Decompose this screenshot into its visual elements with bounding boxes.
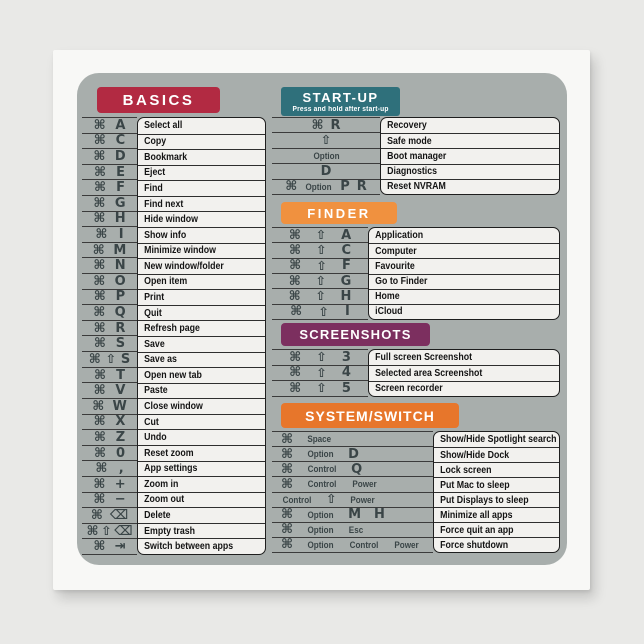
shortcut-keys — [82, 273, 137, 289]
shortcut-description-text: Safe mode — [387, 135, 432, 147]
shortcut-keys — [272, 522, 433, 537]
shortcut-keys — [272, 227, 368, 242]
shortcut-table-finder — [272, 227, 560, 320]
command-key-icon: ⌘ — [93, 429, 106, 445]
key-d: D — [348, 446, 359, 462]
shortcut-description-text: Zoom out — [144, 494, 185, 506]
key-option: Option — [307, 509, 334, 520]
shortcut-keys — [82, 414, 137, 430]
shortcut-description-text: Hide window — [144, 214, 198, 226]
key-o: O — [114, 273, 126, 289]
shortcut-description — [138, 429, 265, 445]
key-d: D — [320, 163, 332, 179]
shortcut-description — [138, 383, 265, 399]
shortcut-description — [138, 367, 265, 383]
comma-key: , — [118, 461, 124, 477]
command-key-icon: ⌘ — [94, 180, 107, 196]
key-g: G — [114, 195, 126, 211]
shortcut-keys — [82, 195, 137, 211]
shortcut-description-text: Go to Finder — [375, 276, 428, 288]
command-key-icon: ⌘ — [93, 117, 106, 133]
shortcut-keys — [272, 148, 380, 163]
key-f: F — [116, 180, 125, 196]
delete-key-icon: ⌫ — [109, 507, 129, 523]
section-header-startup — [281, 87, 400, 116]
keys-column — [272, 227, 368, 320]
shortcut-keys — [272, 273, 368, 288]
command-key-icon: ⌘ — [281, 476, 294, 492]
keys-column — [82, 117, 137, 555]
shortcut-keys — [82, 320, 137, 336]
command-key-icon: ⌘ — [94, 164, 107, 180]
shortcut-description-text: Put Displays to sleep — [440, 494, 529, 506]
keys-column — [272, 349, 368, 397]
section-title: SYSTEM/SWITCH — [305, 407, 435, 424]
shift-key-icon: ⇧ — [315, 272, 326, 288]
shortcut-description-text: Minimize all apps — [440, 509, 513, 521]
shortcut-description-text: Eject — [144, 167, 166, 179]
shortcut-description — [369, 381, 559, 396]
shortcut-keys — [272, 258, 368, 273]
command-key-icon: ⌘ — [289, 365, 302, 381]
command-key-icon: ⌘ — [93, 492, 106, 508]
shortcut-description — [369, 243, 559, 258]
shortcut-table-basics — [82, 117, 266, 555]
key-s: S — [115, 336, 126, 352]
shortcut-keys — [272, 365, 368, 381]
shortcut-keys — [272, 349, 368, 365]
shortcut-description-text: Zoom in — [144, 478, 179, 490]
shortcut-description — [138, 523, 265, 539]
command-key-icon: ⌘ — [93, 195, 106, 211]
shortcut-description-text: Minimize window — [144, 245, 217, 257]
shortcut-description — [138, 134, 265, 150]
shortcut-keys — [82, 523, 137, 539]
shortcut-description-text: App settings — [144, 463, 198, 475]
key-5: 5 — [341, 381, 351, 397]
command-key-icon: ⌘ — [93, 476, 106, 492]
shortcut-description-text: Open new tab — [144, 369, 202, 381]
command-key-icon: ⌘ — [93, 305, 106, 321]
section-title: BASICS — [122, 91, 195, 109]
shortcut-description-text: Show/Hide Dock — [440, 449, 510, 461]
command-key-icon: ⌘ — [288, 227, 301, 243]
shortcut-keys — [82, 335, 137, 351]
shortcut-description-text: Reset zoom — [144, 447, 194, 459]
key-q: Q — [114, 305, 126, 321]
shortcut-description-text: Switch between apps — [144, 541, 234, 553]
key-m: M — [348, 507, 361, 523]
shortcut-description-text: Select all — [144, 120, 183, 132]
command-key-icon: ⌘ — [288, 242, 302, 258]
shortcut-description — [138, 149, 265, 165]
shortcut-description — [138, 118, 265, 134]
shortcut-description — [434, 447, 560, 462]
command-key-icon: ⌘ — [281, 461, 294, 477]
shortcut-keys — [82, 226, 137, 242]
shortcut-keys — [82, 148, 137, 164]
shortcut-description-text: Favourite — [375, 260, 415, 272]
shift-key-icon: ⇧ — [318, 303, 329, 319]
shortcut-description-text: Open item — [144, 276, 188, 288]
command-key-icon: ⌘ — [93, 445, 107, 461]
shortcut-description — [138, 274, 265, 290]
key-control: Control — [307, 479, 337, 490]
command-key-icon: ⌘ — [93, 383, 106, 399]
command-key-icon: ⌘ — [289, 349, 302, 365]
shortcut-keys — [82, 164, 137, 180]
shortcut-description — [434, 537, 560, 552]
shortcut-keys — [82, 507, 137, 523]
shortcut-description — [138, 243, 265, 259]
command-key-icon: ⌘ — [289, 381, 302, 397]
shift-key-icon: ⇧ — [316, 349, 327, 365]
shortcut-description-text: Put Mac to sleep — [440, 479, 510, 491]
shortcut-description-text: Undo — [144, 432, 167, 444]
key-space: Space — [307, 434, 332, 445]
command-key-icon: ⌘ — [288, 273, 301, 289]
shortcut-keys — [82, 538, 137, 554]
section-header-finder — [281, 202, 397, 224]
shortcut-description — [381, 133, 559, 148]
command-key-icon: ⌘ — [281, 431, 294, 447]
key-d: D — [114, 149, 126, 164]
key-r: R — [330, 117, 341, 133]
key-v: V — [115, 383, 126, 399]
keys-column — [272, 117, 380, 195]
shortcut-keys — [272, 431, 433, 446]
shortcut-description-text: Close window — [144, 401, 203, 413]
command-key-icon: ⌘ — [92, 242, 105, 258]
shortcut-keys — [272, 288, 368, 303]
key-p: P — [340, 179, 350, 195]
key-t: T — [116, 367, 125, 383]
key-option: Option — [307, 524, 334, 535]
shortcut-description — [138, 258, 265, 274]
key-w: W — [112, 398, 127, 414]
shortcut-keys — [82, 117, 137, 133]
section-header-system-switch — [281, 403, 459, 428]
shift-key-icon: ⇧ — [316, 364, 327, 380]
shortcut-keys — [272, 117, 380, 132]
key-h: H — [340, 288, 352, 304]
shortcut-keys — [82, 179, 137, 195]
shortcut-description — [434, 477, 560, 492]
shortcut-description — [138, 414, 265, 430]
descriptions-box — [368, 227, 560, 320]
shortcut-description-text: Show/Hide Spotlight search — [440, 434, 557, 445]
shortcut-keys — [82, 133, 137, 149]
shortcut-keys — [272, 163, 380, 178]
shortcut-keys — [272, 446, 433, 461]
key-i: I — [118, 227, 124, 243]
shortcut-table-startup — [272, 117, 560, 195]
key-power: Power — [394, 539, 419, 550]
shortcut-description — [369, 350, 559, 365]
key-a: A — [115, 117, 126, 133]
command-key-icon: ⌘ — [311, 117, 324, 133]
shortcut-keys — [272, 461, 433, 476]
key-c: C — [115, 133, 126, 149]
shortcut-description — [138, 352, 265, 368]
shortcut-keys — [272, 179, 380, 194]
shortcut-description-text: New window/folder — [144, 260, 224, 272]
shortcut-description — [138, 211, 265, 227]
shortcut-description-text: Screen recorder — [375, 383, 443, 395]
shortcut-description-text: Diagnostics — [387, 166, 438, 178]
shortcut-description-text: Empty trash — [144, 525, 196, 537]
shortcut-description — [138, 336, 265, 352]
shortcut-keys — [272, 492, 433, 507]
shortcut-description — [138, 289, 265, 305]
shortcut-description-text: Save as — [144, 354, 177, 366]
key-s: S — [120, 351, 131, 367]
shortcut-keys — [82, 304, 137, 320]
command-key-icon: ⌘ — [93, 289, 106, 305]
key-option: Option — [312, 150, 340, 161]
shortcut-keys — [272, 132, 380, 147]
key-option: Option — [305, 181, 332, 192]
key-i: I — [344, 304, 350, 320]
shortcut-description — [138, 461, 265, 477]
key-z: Z — [115, 429, 126, 445]
command-key-icon: ⌘ — [93, 133, 106, 149]
shortcut-description-text: Force shutdown — [440, 539, 509, 551]
key-m: M — [113, 242, 127, 258]
shift-key-icon: ⇧ — [315, 288, 326, 304]
command-key-icon: ⌘ — [86, 523, 99, 539]
command-key-icon: ⌘ — [93, 414, 106, 430]
shortcut-keys — [272, 242, 368, 257]
section-header-basics — [97, 87, 220, 113]
shortcut-description-text: Home — [375, 291, 400, 303]
shift-key-icon: ⇧ — [315, 226, 327, 242]
shortcut-description — [369, 228, 559, 243]
command-key-icon: ⌘ — [285, 179, 298, 195]
shortcut-description — [434, 522, 560, 537]
shortcut-description — [138, 398, 265, 414]
shortcut-keys — [82, 211, 137, 227]
shortcut-description-text: Bookmark — [144, 151, 188, 163]
shift-key-icon: ⇧ — [320, 132, 332, 148]
key-a: A — [341, 227, 352, 243]
shortcut-description — [381, 148, 559, 163]
shortcut-keys — [82, 257, 137, 273]
key-n: N — [114, 258, 126, 274]
shortcut-keys — [272, 304, 368, 319]
shortcut-description — [434, 507, 560, 522]
shortcut-description-text: Print — [144, 292, 165, 304]
descriptions-box — [137, 117, 266, 555]
command-key-icon: ⌘ — [95, 227, 108, 243]
shortcut-description — [434, 432, 560, 447]
command-key-icon: ⌘ — [93, 149, 106, 164]
shortcut-description-text: Reset NVRAM — [387, 181, 446, 193]
command-key-icon: ⌘ — [281, 446, 294, 462]
shortcut-keys — [82, 492, 137, 508]
key-h: H — [374, 507, 385, 523]
command-key-icon: ⌘ — [289, 258, 302, 274]
shortcut-description-text: Lock screen — [440, 464, 492, 476]
shortcut-description — [138, 180, 265, 196]
command-key-icon: ⌘ — [92, 398, 105, 414]
section-title: START-UP — [302, 89, 379, 105]
shortcut-description-text: Find — [144, 183, 163, 195]
command-key-icon: ⌘ — [93, 539, 106, 555]
shortcut-keys — [82, 398, 137, 414]
shortcut-description — [434, 462, 560, 477]
shortcut-description — [138, 492, 265, 508]
shortcut-description-text: Force quit an app — [440, 524, 514, 536]
shortcut-description-text: Boot manager — [387, 150, 447, 162]
section-header-screenshots — [281, 323, 430, 346]
command-key-icon: ⌘ — [281, 522, 294, 538]
shortcut-keys — [82, 476, 137, 492]
key-h: H — [114, 211, 126, 227]
shift-key-icon: ⇧ — [316, 242, 327, 258]
shortcut-description — [434, 492, 560, 507]
key-4: 4 — [341, 365, 351, 381]
shortcut-description — [138, 227, 265, 243]
descriptions-box — [368, 349, 560, 397]
command-key-icon: ⌘ — [281, 537, 294, 553]
shortcut-keys — [82, 429, 137, 445]
shortcut-table-screenshots — [272, 349, 560, 397]
command-key-icon: ⌘ — [93, 336, 106, 352]
command-key-icon: ⌘ — [93, 273, 106, 289]
shortcut-description — [138, 476, 265, 492]
shortcut-description-text: Cut — [144, 416, 159, 428]
command-key-icon: ⌘ — [94, 367, 107, 383]
shortcut-description — [381, 164, 559, 179]
shortcut-keys — [82, 242, 137, 258]
shortcut-description — [138, 320, 265, 336]
key-q: Q — [351, 461, 363, 477]
descriptions-box — [433, 431, 560, 553]
shortcut-keys — [82, 289, 137, 305]
command-key-icon: ⌘ — [288, 288, 301, 304]
shortcut-description — [381, 118, 559, 133]
shortcut-description-text: Full screen Screenshot — [375, 352, 473, 364]
key-control: Control — [307, 464, 337, 475]
key-option: Option — [307, 539, 334, 550]
key-0: 0 — [115, 445, 126, 461]
shortcut-description — [369, 289, 559, 304]
section-title: FINDER — [307, 205, 371, 221]
command-key-icon: ⌘ — [95, 461, 108, 477]
shortcut-keys — [82, 382, 137, 398]
shortcut-description — [369, 274, 559, 289]
key-power: Power — [352, 479, 377, 490]
shortcut-description-text: Save — [144, 338, 165, 350]
section-subtitle: Press and hold after start-up — [292, 105, 389, 113]
key-f: F — [341, 258, 351, 274]
shortcut-description — [138, 196, 265, 212]
command-key-icon: ⌘ — [90, 507, 103, 523]
shortcut-description-text: Delete — [144, 510, 171, 522]
shortcut-reference-card — [53, 50, 590, 590]
shortcut-description — [369, 304, 559, 319]
shortcut-table-system-switch — [272, 431, 560, 553]
shortcut-keys — [272, 507, 433, 522]
shortcut-description — [369, 258, 559, 273]
shortcut-description-text: iCloud — [375, 306, 403, 318]
section-title: SCREENSHOTS — [299, 327, 412, 342]
shortcut-description — [369, 365, 559, 380]
key-power: Power — [350, 494, 376, 505]
shortcut-keys — [82, 445, 137, 461]
key-p: P — [115, 289, 126, 305]
shortcut-keys — [272, 380, 368, 396]
key-r: R — [356, 179, 367, 195]
shortcut-panel — [77, 73, 567, 565]
shift-key-icon: ⇧ — [101, 522, 112, 538]
command-key-icon: ⌘ — [88, 351, 101, 367]
shortcut-description-text: Application — [375, 230, 424, 242]
shortcut-description — [138, 305, 265, 321]
command-key-icon: ⌘ — [93, 320, 106, 336]
plus-key: + — [114, 476, 126, 492]
minus-key: − — [114, 492, 126, 508]
descriptions-box — [380, 117, 560, 195]
shortcut-description-text: Computer — [375, 245, 417, 257]
shortcut-description-text: Show info — [144, 229, 187, 241]
key-c: C — [341, 242, 351, 258]
shortcut-description-text: Find next — [144, 198, 184, 210]
shortcut-keys — [82, 460, 137, 476]
shortcut-description — [138, 165, 265, 181]
keys-column — [272, 431, 433, 553]
key-e: E — [116, 164, 125, 180]
shortcut-description — [138, 538, 265, 554]
shortcut-keys — [272, 476, 433, 491]
shortcut-description — [138, 445, 265, 461]
command-key-icon: ⌘ — [290, 304, 303, 320]
shortcut-description-text: Recovery — [387, 120, 427, 132]
key-g: G — [340, 273, 352, 289]
shortcut-description-text: Paste — [144, 385, 168, 397]
tab-key-icon: ⇥ — [114, 539, 126, 555]
shortcut-description — [381, 179, 559, 194]
shortcut-description-text: Copy — [144, 136, 167, 148]
shortcut-description — [138, 507, 265, 523]
shortcut-keys — [272, 537, 433, 552]
shortcut-description-text: Selected area Screenshot — [375, 367, 483, 379]
shift-key-icon: ⇧ — [326, 491, 337, 507]
command-key-icon: ⌘ — [93, 258, 106, 274]
key-x: X — [115, 414, 126, 430]
shortcut-description-text: Quit — [144, 307, 162, 319]
shift-key-icon: ⇧ — [316, 380, 327, 396]
delete-key-icon: ⌫ — [114, 523, 133, 539]
key-control: Control — [282, 494, 312, 505]
command-key-icon: ⌘ — [281, 507, 294, 523]
command-key-icon: ⌘ — [93, 211, 106, 227]
key-esc: Esc — [348, 524, 364, 535]
key-3: 3 — [341, 349, 351, 365]
shortcut-keys — [82, 351, 137, 367]
key-r: R — [115, 320, 126, 336]
key-control: Control — [349, 539, 379, 550]
shift-key-icon: ⇧ — [105, 351, 117, 367]
shift-key-icon: ⇧ — [316, 257, 327, 273]
shortcut-description-text: Refresh page — [144, 323, 200, 335]
key-option: Option — [307, 449, 334, 460]
shortcut-keys — [82, 367, 137, 383]
